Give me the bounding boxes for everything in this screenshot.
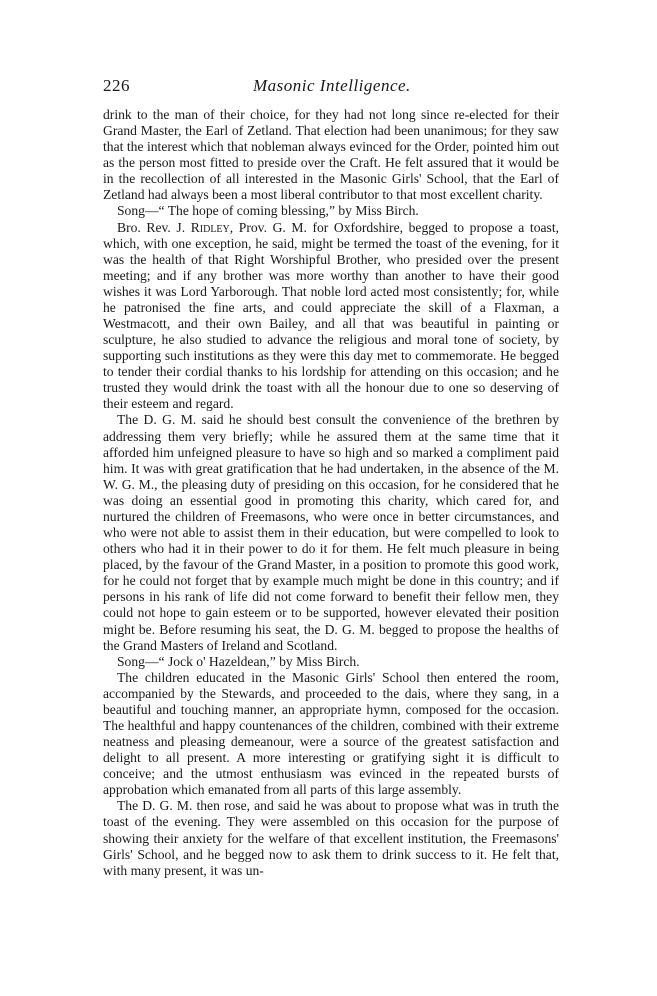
paragraph-song-hope: Song—“ The hope of coming blessing,” by Miss Birch. [117,203,419,219]
paragraph-children-hymn: The children educated in the Masonic Girls' School then entered the room, accompanied by the Stewards, and proceeded to the dais, where they sang, in a beautiful and touching manner, an appropriate hymn, composed for the occasion. The healthful and happy countenances of the children, combined with their extreme neatness and pleasing demeanour, were a source of the greatest satisfaction and delight to all present. A more interesting or gratifying sight it is difficult to conceive; and the utmost enthusiasm was evinced in the repeated bursts of approbation which emanated from all parts of this large assembly. [103,669,559,798]
paragraph-ridley-text: , Prov. G. M. for Oxfordshire, begged to propose a toast, which, with one exception, he said, might be termed the toast of the evening, for it was the health of that Right Worshipful Brother, who presided over the present meeting; and if any brother was more worthy than another to have their good wishes it was Lord Yarborough. That noble lord acted most consistently; for, while he patronised the fine arts, and could appreciate the skill of a Flaxman, a Westmacott, and their own Bailey, and all that was beautiful in painting or sculpture, he also studied to advance the religious and moral tone of society, by supporting such institutions as they were this day met to commemorate. He begged to tender their cordial thanks to his lordship for attending on this occasion; and he trusted they would drink the toast with all the honour due to one so deserving of their esteem and regard. [103,219,559,412]
paragraph-dgm-reply: The D. G. M. said he should best consult the convenience of the brethren by addressing them very briefly; while he assured them at the same time that it afforded him unfeigned pleasure to have so high and so marked a compliment paid him. It was with great gratification that he had undertaken, in the absence of the M. W. G. M., the pleasing duty of presiding on this occasion, for he considered that he was doing an essential good in promoting this charity, which cared for, and nurtured the children of Freemasons, who were once in better circumstances, and who were not able to assist them in their education, but were compelled to look to others who had it in their power to do it for them. He felt much pleasure in being placed, by the favour of the Grand Master, in a position to promote this good work, for he could not forget that by example much might be done in this country; and if persons in his rank of life did not come forward to benefit their fellow men, they could not hope to gain esteem or to be supported, however elevated their position might be. Before resuming his seat, the D. G. M. begged to propose the healths of the Grand Masters of Ireland and Scotland. [103,412,559,653]
running-title: Masonic Intelligence. [253,76,411,95]
page-header [103,76,563,98]
page-number: 226 [103,76,130,95]
speaker-name: Ridley [190,219,230,235]
paragraph-zetland-toast: drink to the man of their choice, for they had not long since re-elected for their Grand Master, the Earl of Zetland. That election had been unanimous; for they saw that the interest which that nobleman always evinced for the Order, pointed him out as the person most fitted to preside over the Craft. He felt assured that it would be in the recollection of all interested in the Masonic Girls' School, that the Earl of Zetland had always been a most liberal contributor to that most excellent charity. [103,107,559,203]
paragraph-ridley-toast [103,220,559,413]
article-body [103,107,559,879]
paragraph-dgm-school-toast: The D. G. M. then rose, and said he was about to propose what was in truth the toast of the evening. They were assembled on this occasion for the purpose of showing their anxiety for the welfare of that excellent institution, the Freemasons' Girls' School, and he begged now to ask them to drink success to it. He felt that, with many present, it was un- [103,798,559,878]
paragraph-song-jock: Song—“ Jock o' Hazeldean,” by Miss Birch. [117,653,360,669]
speaker-prefix: Bro. Rev. J. [117,219,191,235]
